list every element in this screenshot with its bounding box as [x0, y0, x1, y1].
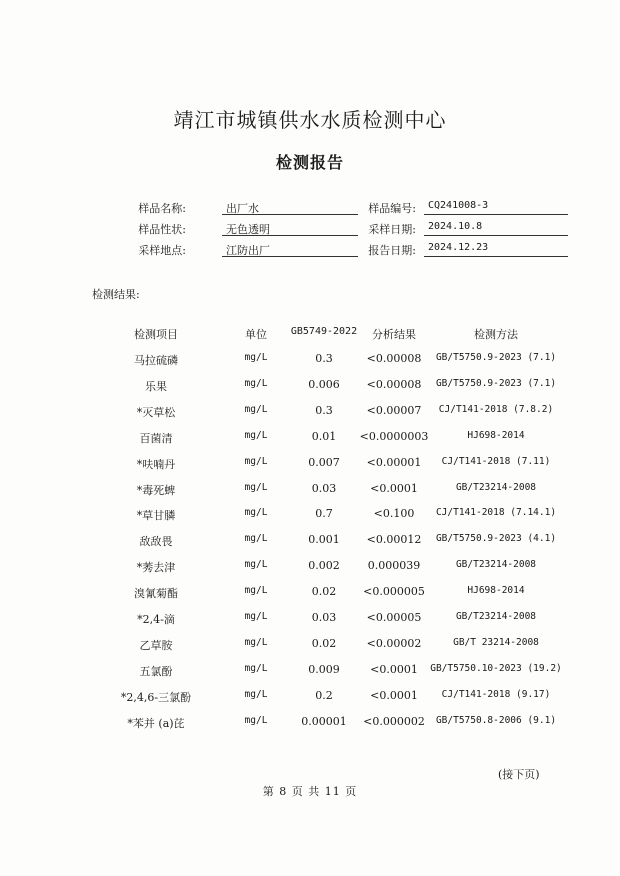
row-method: GB/T23214-2008: [455, 481, 537, 493]
row-method: GB/T 23214-2008: [453, 636, 539, 648]
row-result: <0.000002: [363, 714, 425, 728]
row-result: <0.00005: [366, 611, 422, 624]
row-unit: mg/L: [244, 636, 268, 648]
row-method: GB/T5750.9-2023 (7.1): [435, 377, 557, 389]
row-result: 0.000039: [367, 559, 421, 573]
sampling-place-value: 江防出厂: [222, 242, 358, 257]
page-footer: 第 8 页 共 11 页: [262, 785, 358, 798]
results-label: 检测结果:: [92, 288, 140, 301]
table-row: [0, 404, 620, 424]
info-row-sample-property: [0, 221, 620, 239]
table-row: [0, 585, 620, 605]
header-method: 检测方法: [474, 328, 518, 341]
report-title: 检测报告: [275, 153, 344, 172]
row-limit: 0.001: [308, 533, 340, 547]
sample-property-label: 样品性状:: [138, 223, 186, 236]
row-item: *莠去津: [136, 561, 176, 575]
row-unit: mg/L: [244, 533, 268, 545]
row-item: *草甘膦: [136, 509, 176, 523]
table-row: [0, 482, 620, 502]
row-unit: mg/L: [244, 377, 268, 389]
sampling-date-value: 2024.10.8: [424, 221, 568, 236]
row-unit: mg/L: [244, 585, 268, 597]
row-method: CJ/T141-2018 (9.17): [441, 688, 551, 700]
row-item: *2,4,6-三氯酚: [120, 690, 192, 704]
row-result: <0.000005: [363, 585, 425, 599]
row-limit: 0.009: [308, 662, 340, 676]
row-result: <0.00002: [366, 636, 422, 650]
row-result: <0.100: [373, 507, 415, 521]
row-item: 乐果: [145, 379, 167, 393]
row-method: GB/T5750.10-2023 (19.2): [430, 662, 562, 674]
row-method: CJ/T141-2018 (7.11): [441, 455, 551, 467]
row-unit: mg/L: [244, 481, 268, 493]
row-item: *毒死蜱: [136, 483, 176, 497]
row-limit: 0.2: [315, 688, 333, 702]
row-limit: 0.02: [311, 585, 337, 599]
row-item: *2,4-滴: [137, 613, 175, 626]
row-method: HJ698-2014: [467, 429, 525, 441]
row-result: <0.0001: [370, 481, 418, 495]
table-row: [0, 663, 620, 683]
table-row: [0, 715, 620, 735]
row-item: 马拉硫磷: [134, 354, 178, 367]
table-row: [0, 352, 620, 372]
sample-name-value: 出厂水: [222, 200, 358, 215]
row-limit: 0.02: [311, 636, 337, 650]
row-method: GB/T5750.8-2006 (9.1): [435, 714, 557, 726]
row-unit: mg/L: [244, 559, 268, 571]
row-result: <0.0000003: [359, 429, 429, 443]
sample-no-value: CQ241008-3: [424, 200, 568, 215]
row-item: 百菌清: [139, 431, 173, 445]
header-limit: GB5749-2022: [290, 326, 358, 337]
row-result: <0.00012: [366, 533, 422, 547]
row-unit: mg/L: [244, 688, 268, 700]
row-limit: 0.00001: [301, 714, 347, 728]
sample-name-label: 样品名称:: [138, 202, 186, 215]
table-row: [0, 533, 620, 553]
row-unit: mg/L: [244, 352, 268, 363]
report-date-value: 2024.12.23: [424, 242, 568, 257]
row-result: <0.00008: [366, 352, 422, 365]
info-row-sampling-place: [0, 242, 620, 260]
row-result: <0.00007: [366, 403, 422, 417]
row-limit: 0.7: [315, 507, 333, 521]
results-table-header: [0, 326, 620, 346]
header-result: 分析结果: [372, 328, 416, 341]
row-result: <0.0001: [370, 662, 418, 676]
header-item: 检测项目: [134, 328, 178, 341]
row-limit: 0.01: [311, 429, 337, 443]
row-limit: 0.002: [308, 559, 340, 573]
sample-property-value: 无色透明: [222, 221, 358, 236]
row-method: GB/T23214-2008: [455, 611, 537, 622]
row-unit: mg/L: [244, 662, 268, 674]
row-result: <0.00001: [366, 455, 422, 469]
row-method: GB/T5750.9-2023 (4.1): [435, 533, 557, 545]
row-unit: mg/L: [244, 507, 268, 519]
row-method: CJ/T141-2018 (7.8.2): [438, 403, 554, 415]
table-row: [0, 637, 620, 657]
sampling-date-label: 采样日期:: [368, 223, 416, 236]
row-result: <0.0001: [370, 688, 418, 702]
sample-no-label: 样品编号:: [368, 202, 416, 215]
row-item: *苯并 (a)芘: [127, 716, 185, 730]
row-limit: 0.03: [311, 611, 337, 624]
row-item: 乙草胺: [139, 638, 173, 652]
row-item: 敌敌畏: [139, 535, 173, 549]
row-unit: mg/L: [244, 403, 268, 415]
row-method: GB/T5750.9-2023 (7.1): [435, 352, 557, 363]
row-item: *灭草松: [136, 405, 176, 419]
row-unit: mg/L: [244, 714, 268, 726]
row-method: CJ/T141-2018 (7.14.1): [435, 507, 557, 519]
row-item: *呋喃丹: [136, 457, 176, 471]
table-row: [0, 430, 620, 450]
table-row: [0, 507, 620, 527]
row-unit: mg/L: [244, 455, 268, 467]
report-date-label: 报告日期:: [368, 244, 416, 257]
table-row: [0, 611, 620, 631]
table-row: [0, 689, 620, 709]
row-limit: 0.3: [315, 352, 333, 365]
info-row-sample-name: [0, 200, 620, 218]
table-row: [0, 456, 620, 476]
table-row: [0, 559, 620, 579]
table-row: [0, 378, 620, 398]
row-limit: 0.03: [311, 481, 337, 495]
row-item: 五氯酚: [139, 664, 173, 678]
row-limit: 0.007: [308, 455, 340, 469]
row-unit: mg/L: [244, 429, 268, 441]
row-result: <0.00008: [366, 377, 422, 391]
organization-title: 靖江市城镇供水水质检测中心: [173, 108, 447, 132]
continue-note: (接下页): [498, 768, 540, 781]
row-limit: 0.3: [315, 403, 333, 417]
sampling-place-label: 采样地点:: [138, 244, 186, 257]
row-method: HJ698-2014: [467, 585, 525, 597]
row-limit: 0.006: [308, 377, 340, 391]
row-item: 溴氰菊酯: [134, 587, 178, 601]
row-method: GB/T23214-2008: [455, 559, 537, 571]
header-unit: 单位: [245, 328, 267, 341]
row-unit: mg/L: [244, 611, 268, 622]
